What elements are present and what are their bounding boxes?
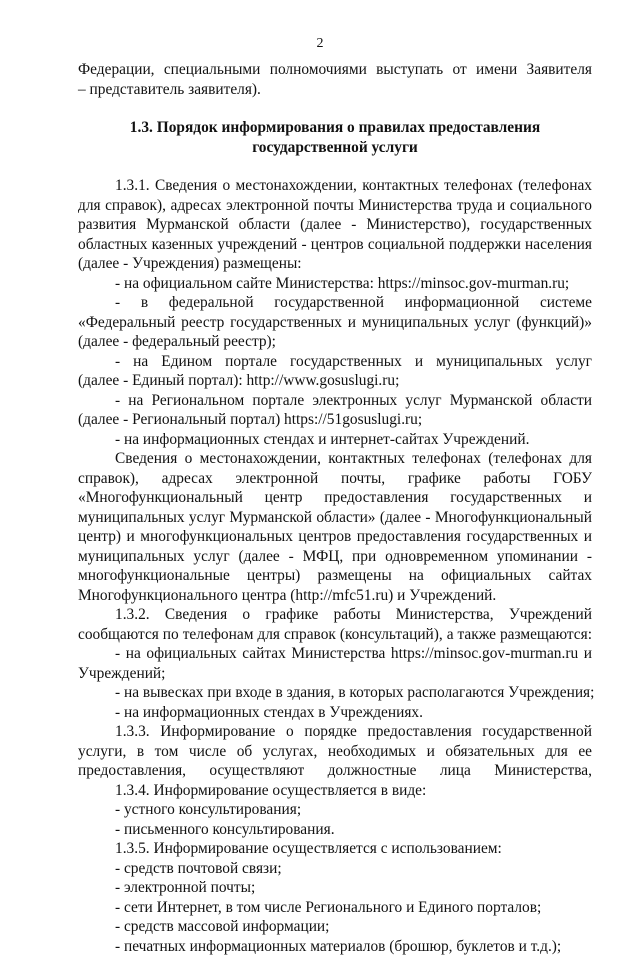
- text-line: - на вывесках при входе в здания, в которых располагаются Учреждения;: [78, 683, 592, 703]
- text-line: - устного консультирования;: [78, 800, 592, 820]
- text-line: 1.3.3. Информирование о порядке предоставления государственной: [78, 722, 592, 742]
- text-line: - на информационных стендах и интернет-сайтах Учреждений.: [78, 430, 592, 450]
- document-body: [78, 60, 592, 956]
- text-line: (далее - Учреждения) размещены:: [78, 254, 592, 274]
- text-line: Федерации, специальными полномочиями выступать от имени Заявителя: [78, 60, 592, 80]
- text-line: - письменного консультирования.: [78, 820, 592, 840]
- text-line: «Многофункциональный центр предоставления государственных и: [78, 488, 592, 508]
- text-line: многофункциональные центры) размещены на официальных сайтах: [78, 566, 592, 586]
- text-line: Многофункционального центра (http://mfc51.ru) и Учреждений.: [78, 586, 592, 606]
- text-line: справок), адресах электронной почты, графике работы ГОБУ: [78, 469, 592, 489]
- text-line: - средств массовой информации;: [78, 917, 592, 937]
- text-line: Сведения о местонахождении, контактных телефонах (телефонах для: [78, 449, 592, 469]
- text-line: - на официальном сайте Министерства: https://minsoc.gov-murman.ru;: [78, 274, 592, 294]
- text-line: предоставления, осуществляют должностные лица Министерства,: [78, 761, 592, 781]
- section-heading-line: 1.3. Порядок информирования о правилах предоставления: [78, 118, 592, 138]
- text-line: - на Региональном портале электронных услуг Мурманской области: [78, 391, 592, 411]
- text-line: (далее - федеральный реестр);: [78, 332, 592, 352]
- text-line: для справок), адресах электронной почты Министерства труда и социального: [78, 196, 592, 216]
- text-line: 1.3.5. Информирование осуществляется с использованием:: [78, 839, 592, 859]
- paragraph-spacer: [78, 99, 592, 118]
- text-line: (далее - Единый портал): http://www.gosuslugi.ru;: [78, 371, 592, 391]
- text-line: - на официальных сайтах Министерства https://minsoc.gov-murman.ru и: [78, 644, 592, 664]
- text-line: – представитель заявителя).: [78, 80, 592, 100]
- text-line: - средств почтовой связи;: [78, 859, 592, 879]
- text-line: развития Мурманской области (далее - Министерство), государственных: [78, 215, 592, 235]
- text-line: сообщаются по телефонам для справок (консультаций), а также размещаются:: [78, 625, 592, 645]
- text-line: - на Едином портале государственных и муниципальных услуг: [78, 352, 592, 372]
- text-line: муниципальных услуг (далее - МФЦ, при одновременном упоминании -: [78, 547, 592, 567]
- text-line: - в федеральной государственной информационной системе: [78, 293, 592, 313]
- text-line: центр) и многофункциональных центров предоставления государственных и: [78, 527, 592, 547]
- text-line: - электронной почты;: [78, 878, 592, 898]
- text-line: «Федеральный реестр государственных и муниципальных услуг (функций)»: [78, 313, 592, 333]
- text-line: услуги, в том числе об услугах, необходимых и обязательных для ее: [78, 742, 592, 762]
- text-line: 1.3.2. Сведения о графике работы Министерства, Учреждений: [78, 605, 592, 625]
- text-line: 1.3.4. Информирование осуществляется в виде:: [78, 781, 592, 801]
- text-line: 1.3.1. Сведения о местонахождении, контактных телефонах (телефонах: [78, 176, 592, 196]
- section-heading-line: государственной услуги: [78, 138, 592, 158]
- text-line: муниципальных услуг Мурманской области» (далее - Многофункциональный: [78, 508, 592, 528]
- text-line: Учреждений;: [78, 664, 592, 684]
- text-line: - печатных информационных материалов (брошюр, буклетов и т.д.);: [78, 937, 592, 956]
- paragraph-spacer: [78, 157, 592, 176]
- text-line: областных казенных учреждений - центров социальной поддержки населения: [78, 235, 592, 255]
- page-number: 2: [0, 36, 640, 52]
- text-line: (далее - Региональный портал) https://51gosuslugi.ru;: [78, 410, 592, 430]
- text-line: - сети Интернет, в том числе Регионального и Единого порталов;: [78, 898, 592, 918]
- text-line: - на информационных стендах в Учреждениях.: [78, 703, 592, 723]
